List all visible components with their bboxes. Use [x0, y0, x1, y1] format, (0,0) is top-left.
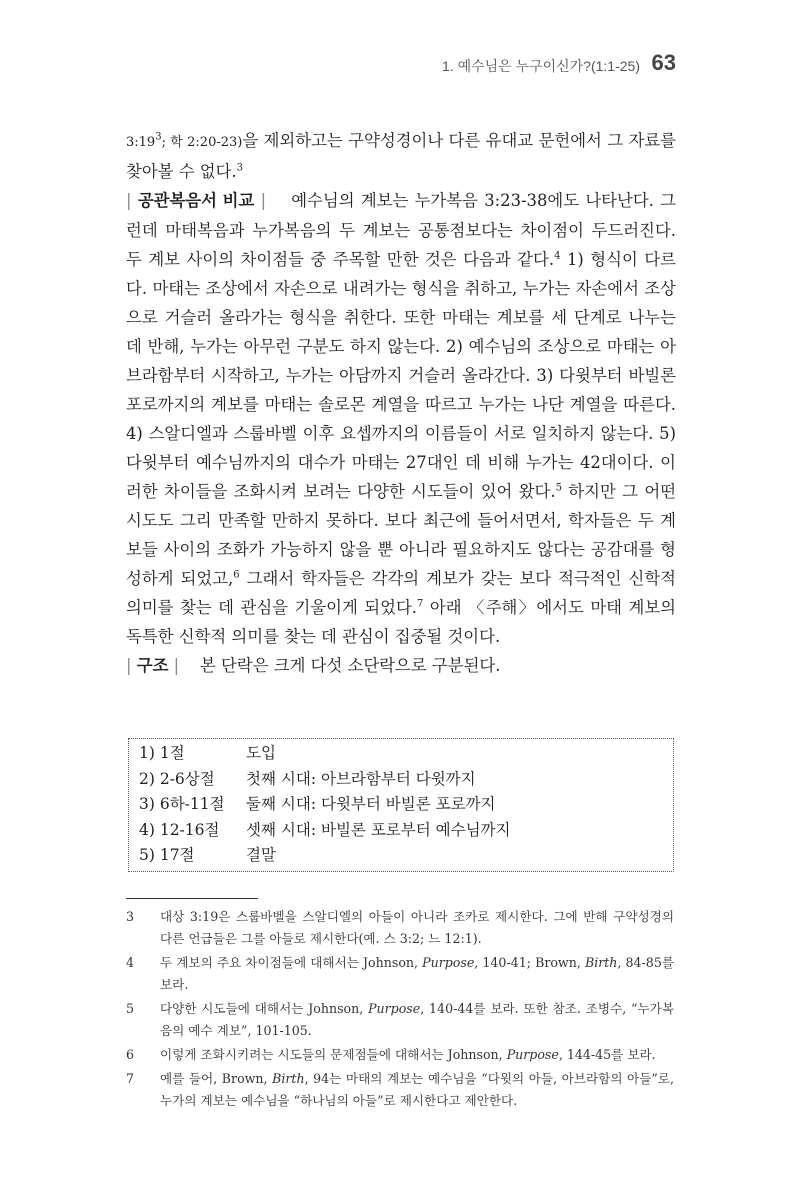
paragraph-intro [126, 126, 676, 186]
footnote-3 [126, 906, 674, 950]
outline-row [139, 792, 663, 818]
footnote-number: 3 [126, 909, 135, 924]
footnote-text-part: 예를 들어, Brown, [160, 1071, 273, 1086]
outline-desc: 도입 [246, 744, 276, 762]
footnote-text-part: , 140-44를 보라. 또한 참조. 조병수, “누가복음의 예수 계보”, 101-105. [160, 1001, 674, 1038]
outline-desc: 둘째 시대: 다윗부터 바빌론 포로까지 [246, 795, 496, 813]
synoptic-text-d: 그래서 학자들은 각각의 계보가 갖는 보다 적극적인 신학적 의미를 찾는 데 관심을 기울이게 되었다. [126, 569, 677, 617]
footnote-text-part: 두 계보의 주요 차이점들에 대해서는 Johnson, [160, 955, 423, 970]
footnotes [126, 906, 674, 1114]
structure-text: 본 단락은 크게 다섯 소단락으로 구분된다. [200, 656, 501, 675]
synoptic-text-e: 아래 〈주해〉에서도 마태 계보의 독특한 신학적 의미를 찾는 데 관심이 집중될 것이다. [126, 598, 676, 646]
footnote-ref-6: 6 [233, 569, 240, 581]
footnote-divider [126, 898, 258, 899]
ref-superscript: 3 [155, 131, 162, 143]
footnote-6 [126, 1044, 674, 1066]
outline-desc: 결말 [246, 846, 276, 864]
outline-row [139, 767, 663, 793]
footnote-5 [126, 998, 674, 1042]
paragraph-synoptic [126, 186, 676, 651]
citation-title: Birth [584, 955, 618, 970]
footnote-text-part: , 144-45를 보라. [558, 1047, 656, 1062]
footnote-ref-3: 3 [236, 162, 244, 174]
footnote-text-part: , 140-41; Brown, [474, 955, 585, 970]
footnote-text-part: , 84-85를 보라. [160, 955, 675, 992]
footnote-text [160, 1068, 674, 1112]
paragraph-intro-text: 을 제외하고는 구약성경이나 다른 유대교 문헌에서 그 자료를 찾아볼 수 없다. [126, 131, 676, 181]
footnote-text [160, 998, 674, 1042]
footnote-ref-5: 5 [555, 482, 562, 494]
citation-title: Purpose [368, 1001, 421, 1016]
page-number: 63 [651, 50, 676, 75]
footnote-text-part: , 94는 마태의 계보는 예수님을 “다윗의 아들, 아브라함의 아들”로, 누가의 계보는 예수님을 “하나님의 아들”로 제시한다고 제안한다. [160, 1071, 674, 1108]
section-title-synoptic: 공관복음서 비교 [137, 192, 255, 210]
outline-num: 3) 6하-11절 [139, 795, 225, 813]
section-bracket-open: | [126, 191, 132, 210]
section-bracket-close: | [260, 191, 267, 210]
section-bracket-open: | [126, 656, 132, 675]
outline-num: 5) 17절 [139, 846, 195, 864]
footnote-number: 4 [126, 955, 135, 970]
outline-row [139, 818, 663, 844]
footnote-ref-7: 7 [417, 598, 424, 610]
ref-inline: 3:19 [126, 135, 156, 150]
synoptic-text-b: 1) 형식이 다르다. 마태는 조상에서 자손으로 내려가는 형식을 취하고, 누가는 자손에서 조상으로 거슬러 올라가는 형식을 취한다. 또한 마태는 계보를 세 단계로 나누는 데 반해, 누가는 아무런 구분도 하지 않는다. 2) 예수님의 조상으로 마태는 아브라함부터 시작하고, 누가는 아담까지 거슬러 올라간다. 3) 다윗부터 바빌론 포로까지의 계보를 마태는 솔로몬 계열을 따르고 누가는 나단 계열을 따른다. 4) 스알디엘과 스룹바벨 이후 요셉까지의 이름들이 서로 일치하지 않는다. 5) 다윗부터 예수님까지의 대수가 마태는 27대인 데 비해 누가는 42대이다. 이러한 차이들을 조화시켜 보려는 다양한 시도들이 있어 왔다. [126, 250, 676, 501]
footnote-ref-4: 4 [554, 250, 561, 262]
outline-desc: 첫째 시대: 아브라함부터 다윗까지 [246, 769, 476, 788]
ref-inline-2: ; 학 2:20-23) [161, 135, 243, 150]
footnote-text: 대상 3:19은 스룹바벨을 스알디엘의 아들이 아니라 조카로 제시한다. 그에 반해 구약성경의 다른 언급들은 그를 아들로 제시한다(예. 스 3:2; 느 12:1). [160, 909, 674, 946]
citation-title: Purpose [422, 955, 475, 970]
footnote-number: 5 [126, 1001, 135, 1016]
paragraph-structure [126, 651, 676, 681]
section-title-structure: 구조 [136, 657, 169, 675]
outline-row [139, 843, 663, 869]
synoptic-text-a: 예수님의 계보는 누가복음 3:23-38에도 나타난다. 그런데 마태복음과 누가복음의 두 계보는 공통점보다는 차이점이 두드러진다. 두 계보 사이의 차이점들 중 주목할 만한 것은 다음과 같다. [126, 191, 676, 269]
section-bracket-close: | [173, 656, 180, 675]
footnote-text-part: 다양한 시도들에 대해서는 Johnson, [160, 1001, 369, 1016]
footnote-text-part: 이렇게 조화시키려는 시도들의 문제점들에 대해서는 Johnson, [160, 1047, 507, 1062]
outline-row [139, 741, 663, 767]
synoptic-text-c: 하지만 그 어떤 시도도 그리 만족할 만하지 못하다. 보다 최근에 들어서면서, 학자들은 두 계보들 사이의 조화가 가능하지 않을 뿐 아니라 필요하지도 않다는 공감대를 형성하게 되었고, [126, 482, 676, 588]
footnote-number: 6 [126, 1047, 135, 1062]
citation-title: Purpose [506, 1047, 559, 1062]
footnote-number: 7 [126, 1071, 135, 1086]
body-text [126, 126, 676, 681]
outline-num: 2) 2-6상절 [139, 769, 215, 788]
outline-desc: 셋째 시대: 바빌론 포로부터 예수님까지 [246, 820, 511, 839]
footnote-7 [126, 1068, 674, 1112]
footnote-text [160, 952, 674, 996]
citation-title: Birth [272, 1071, 305, 1086]
outline-num: 1) 1절 [139, 744, 185, 762]
outline-num: 4) 12-16절 [139, 820, 220, 839]
outline-box [128, 738, 674, 872]
running-title: 1. 예수님은 누구이신가?(1:1-25) [442, 58, 640, 74]
footnote-text [160, 1044, 674, 1066]
footnote-4 [126, 952, 674, 996]
